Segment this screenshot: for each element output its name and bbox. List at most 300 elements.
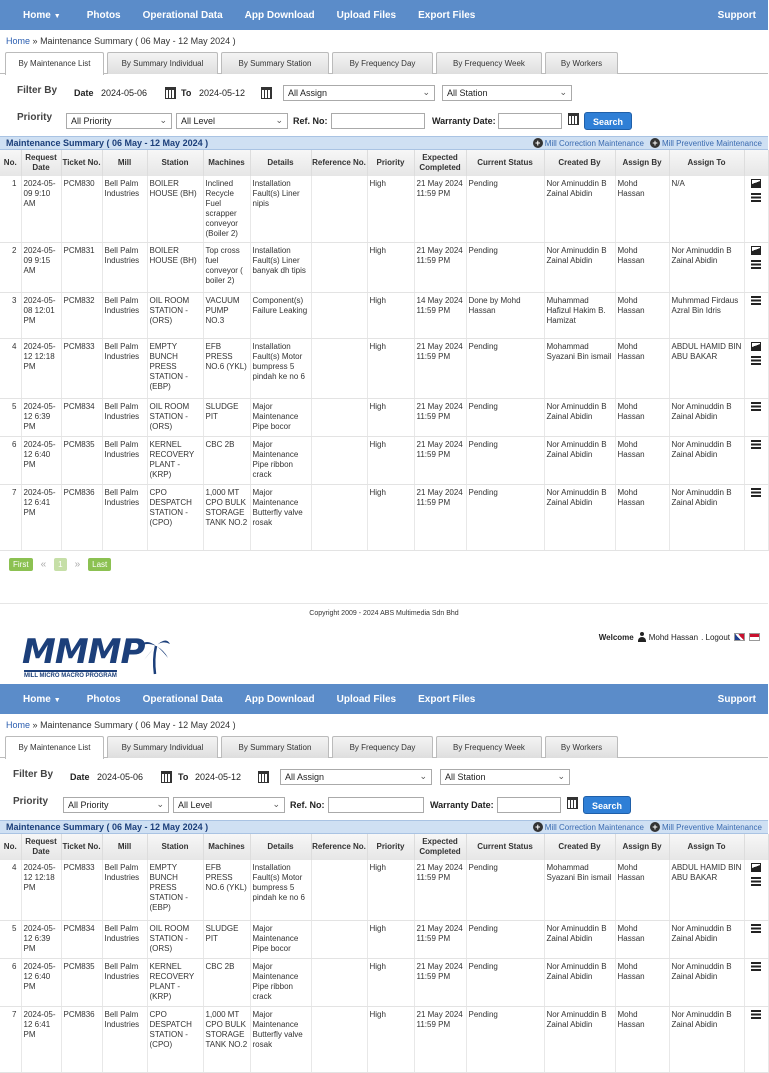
cell-reference-number bbox=[311, 485, 367, 551]
cell-reference-number bbox=[311, 958, 367, 1006]
calendar-to-icon[interactable] bbox=[258, 773, 269, 783]
cell-assign-to: Nor Aminuddin B Zainal Abidin bbox=[669, 437, 744, 485]
cell-assign-to: Nor Aminuddin B Zainal Abidin bbox=[669, 485, 744, 551]
tab-workers[interactable]: By Workers bbox=[545, 52, 618, 74]
maintenance-table bbox=[0, 834, 769, 1073]
cell-created-by: Nor Aminuddin B Zainal Abidin bbox=[544, 1006, 615, 1072]
column-header-priority[interactable]: Priority bbox=[367, 834, 414, 860]
cell-reference-number bbox=[311, 176, 367, 243]
cell-current-status: Pending bbox=[466, 860, 544, 920]
cell-station: CPO DESPATCH STATION - (CPO) bbox=[147, 485, 203, 551]
column-header-assign-by[interactable]: Assign By bbox=[615, 834, 669, 860]
cell-expected-completed: 21 May 2024 11:59 PM bbox=[414, 1006, 466, 1072]
nav-support[interactable]: Support bbox=[717, 693, 756, 705]
cell-ticket-number: PCM834 bbox=[61, 920, 102, 958]
nav-app-download[interactable]: App Download bbox=[244, 9, 315, 21]
tab-summary-station[interactable]: By Summary Station bbox=[221, 736, 329, 758]
caret-down-icon: ▼ bbox=[53, 12, 61, 20]
table-row[interactable] bbox=[0, 485, 768, 551]
cell-reference-number bbox=[311, 860, 367, 920]
date-label: Date bbox=[70, 772, 90, 782]
cell-actions bbox=[744, 485, 768, 551]
cell-expected-completed: 21 May 2024 11:59 PM bbox=[414, 399, 466, 437]
date-to-input[interactable]: 2024-05-12 bbox=[190, 769, 252, 785]
welcome-label: Welcome bbox=[598, 632, 634, 642]
chevron-down-icon: ⌄ bbox=[422, 87, 430, 97]
pager-first-button[interactable]: First bbox=[9, 558, 33, 571]
cell-priority: High bbox=[367, 243, 414, 293]
cell-reference-number bbox=[311, 339, 367, 399]
cell-reference-number bbox=[311, 437, 367, 485]
column-header-mill[interactable]: Mill bbox=[102, 150, 147, 176]
cell-created-by: Nor Aminuddin B Zainal Abidin bbox=[544, 437, 615, 485]
cell-expected-completed: 21 May 2024 11:59 PM bbox=[414, 176, 466, 243]
cell-details: Major Maintenance Butterfly valve rosak bbox=[250, 1006, 311, 1072]
priority-select[interactable] bbox=[63, 797, 169, 813]
column-header-request-date[interactable]: Request Date bbox=[21, 834, 61, 860]
cell-details: Installation Fault(s) Liner banyak dh tipis bbox=[250, 243, 311, 293]
cell-created-by: Mohammad Syazani Bin ismail bbox=[544, 860, 615, 920]
details-list-icon[interactable] bbox=[751, 962, 761, 971]
calendar-warranty-icon[interactable] bbox=[568, 115, 579, 125]
table-row[interactable] bbox=[0, 437, 768, 485]
cell-current-status: Pending bbox=[466, 485, 544, 551]
cell-assign-by: Mohd Hassan bbox=[615, 176, 669, 243]
column-header-reference-number[interactable]: Reference No. bbox=[311, 150, 367, 176]
calendar-from-icon[interactable] bbox=[165, 89, 176, 99]
cell-details: Component(s) Failure Leaking bbox=[250, 293, 311, 339]
cell-expected-completed: 14 May 2024 11:59 PM bbox=[414, 293, 466, 339]
priority-select-value: All Priority bbox=[71, 116, 112, 126]
tab-workers[interactable]: By Workers bbox=[545, 736, 618, 758]
table-header bbox=[0, 150, 768, 176]
chevron-down-icon: ⌄ bbox=[156, 799, 164, 809]
cell-machines: Top cross fuel conveyor ( boiler 2) bbox=[203, 243, 250, 293]
column-header-assign-by[interactable]: Assign By bbox=[615, 150, 669, 176]
cell-ticket-number: PCM834 bbox=[61, 399, 102, 437]
warranty-date-input[interactable] bbox=[498, 113, 562, 129]
photo-icon[interactable] bbox=[751, 179, 761, 188]
nav-upload-files[interactable]: Upload Files bbox=[336, 9, 397, 21]
cell-ticket-number: PCM833 bbox=[61, 339, 102, 399]
palm-tree-icon bbox=[140, 634, 170, 674]
logout-link[interactable]: . Logout bbox=[701, 632, 730, 642]
column-header-actions bbox=[744, 834, 768, 860]
breadcrumb-home[interactable]: Home bbox=[6, 36, 31, 46]
plus-circle-icon: + bbox=[533, 138, 543, 148]
uk-flag-icon[interactable] bbox=[734, 633, 745, 641]
assign-select-value: All Assign bbox=[285, 772, 325, 782]
tab-frequency-week[interactable]: By Frequency Week bbox=[436, 736, 542, 758]
cell-ticket-number: PCM833 bbox=[61, 860, 102, 920]
maintenance-table bbox=[0, 150, 769, 551]
priority-select[interactable] bbox=[66, 113, 172, 129]
legend bbox=[527, 822, 762, 832]
logo-text: MMMP bbox=[22, 632, 145, 672]
table-row[interactable] bbox=[0, 958, 768, 1006]
cell-reference-number bbox=[311, 399, 367, 437]
cell-created-by: Nor Aminuddin B Zainal Abidin bbox=[544, 958, 615, 1006]
column-header-created-by[interactable]: Created By bbox=[544, 834, 615, 860]
table-row[interactable] bbox=[0, 1006, 768, 1072]
cell-expected-completed: 21 May 2024 11:59 PM bbox=[414, 243, 466, 293]
table-row[interactable] bbox=[0, 243, 768, 293]
nav-home-label: Home bbox=[23, 693, 51, 705]
nav-export-files[interactable]: Export Files bbox=[418, 9, 476, 21]
cell-row-number: 4 bbox=[0, 860, 21, 920]
cell-priority: High bbox=[367, 293, 414, 339]
cell-request-date: 2024-05-12 6:40 PM bbox=[21, 437, 61, 485]
summary-bar bbox=[0, 136, 768, 150]
column-header-ticket-number[interactable]: Ticket No. bbox=[61, 834, 102, 860]
cell-request-date: 2024-05-12 6:40 PM bbox=[21, 958, 61, 1006]
nav-photos[interactable]: Photos bbox=[86, 693, 121, 705]
legend-correction[interactable]: Mill Correction Maintenance bbox=[544, 822, 644, 832]
cell-current-status: Pending bbox=[466, 243, 544, 293]
pager-next-icon[interactable]: » bbox=[74, 558, 81, 570]
cell-details: Installation Fault(s) Motor bumpress 5 pindah ke no 6 bbox=[250, 339, 311, 399]
cell-reference-number bbox=[311, 243, 367, 293]
welcome-area bbox=[599, 632, 760, 642]
cell-mill: Bell Palm Industries bbox=[102, 399, 147, 437]
filter-panel bbox=[0, 74, 768, 136]
level-select[interactable] bbox=[176, 113, 288, 129]
breadcrumb-current: Maintenance Summary ( 06 May - 12 May 2024 ) bbox=[40, 720, 236, 730]
cell-expected-completed: 21 May 2024 11:59 PM bbox=[414, 860, 466, 920]
nav-operational-data[interactable]: Operational Data bbox=[142, 9, 223, 21]
table-header bbox=[0, 834, 768, 860]
priority-label: Priority bbox=[17, 112, 53, 123]
cell-ticket-number: PCM836 bbox=[61, 485, 102, 551]
tab-maintenance-list[interactable]: By Maintenance List bbox=[5, 52, 104, 75]
column-header-created-by[interactable]: Created By bbox=[544, 150, 615, 176]
column-header-station[interactable]: Station bbox=[147, 150, 203, 176]
cell-machines: VACUUM PUMP NO.3 bbox=[203, 293, 250, 339]
photo-icon[interactable] bbox=[751, 342, 761, 351]
cell-priority: High bbox=[367, 958, 414, 1006]
breadcrumb-home[interactable]: Home bbox=[6, 720, 31, 730]
breadcrumb bbox=[0, 30, 768, 50]
column-header-ticket-number[interactable]: Ticket No. bbox=[61, 150, 102, 176]
cell-details: Major Maintenance Pipe ribbon crack bbox=[250, 437, 311, 485]
chevron-down-icon: ⌄ bbox=[557, 771, 565, 781]
ref-no-label: Ref. No: bbox=[290, 800, 325, 810]
details-list-icon[interactable] bbox=[751, 193, 761, 202]
column-header-priority[interactable]: Priority bbox=[367, 150, 414, 176]
level-select-value: All Level bbox=[178, 800, 213, 810]
cell-expected-completed: 21 May 2024 11:59 PM bbox=[414, 437, 466, 485]
cell-expected-completed: 21 May 2024 11:59 PM bbox=[414, 339, 466, 399]
column-header-station[interactable]: Station bbox=[147, 834, 203, 860]
cell-reference-number bbox=[311, 920, 367, 958]
cell-current-status: Pending bbox=[466, 176, 544, 243]
cell-current-status: Pending bbox=[466, 339, 544, 399]
nav-home[interactable] bbox=[23, 694, 61, 705]
column-header-row-number[interactable]: No. bbox=[0, 834, 21, 860]
chevron-down-icon: ⌄ bbox=[419, 771, 427, 781]
cell-station: BOILER HOUSE (BH) bbox=[147, 176, 203, 243]
details-list-icon[interactable] bbox=[751, 356, 761, 365]
date-from-input[interactable]: 2024-05-06 bbox=[92, 769, 156, 785]
details-list-icon[interactable] bbox=[751, 296, 761, 305]
level-select[interactable] bbox=[173, 797, 285, 813]
column-header-assign-to[interactable]: Assign To bbox=[669, 150, 744, 176]
table-row[interactable] bbox=[0, 293, 768, 339]
date-from-input[interactable]: 2024-05-06 bbox=[96, 85, 160, 101]
cell-priority: High bbox=[367, 485, 414, 551]
tab-bar bbox=[0, 52, 768, 74]
cell-created-by: Nor Aminuddin B Zainal Abidin bbox=[544, 243, 615, 293]
warranty-date-label: Warranty Date: bbox=[432, 116, 496, 126]
cell-actions bbox=[744, 243, 768, 293]
mmmp-logo[interactable] bbox=[22, 632, 182, 680]
cell-created-by: Nor Aminuddin B Zainal Abidin bbox=[544, 920, 615, 958]
cell-current-status: Pending bbox=[466, 958, 544, 1006]
cell-assign-to: N/A bbox=[669, 176, 744, 243]
tab-frequency-week[interactable]: By Frequency Week bbox=[436, 52, 542, 74]
cell-reference-number bbox=[311, 1006, 367, 1072]
table-row[interactable] bbox=[0, 860, 768, 920]
cell-row-number: 5 bbox=[0, 399, 21, 437]
summary-bar bbox=[0, 820, 768, 834]
pager-last-button[interactable]: Last bbox=[88, 558, 111, 571]
assign-select[interactable] bbox=[283, 85, 435, 101]
pager-page-1[interactable]: 1 bbox=[54, 558, 66, 571]
tab-summary-individual[interactable]: By Summary Individual bbox=[107, 52, 218, 74]
cell-mill: Bell Palm Industries bbox=[102, 437, 147, 485]
ref-no-input[interactable] bbox=[331, 113, 425, 129]
cell-station: OIL ROOM STATION - (ORS) bbox=[147, 920, 203, 958]
details-list-icon[interactable] bbox=[751, 260, 761, 269]
ref-no-label: Ref. No: bbox=[293, 116, 328, 126]
cell-actions bbox=[744, 1006, 768, 1072]
details-list-icon[interactable] bbox=[751, 877, 761, 886]
cell-machines: Inclined Recycle Fuel scrapper conveyor (Boiler 2) bbox=[203, 176, 250, 243]
nav-upload-files[interactable]: Upload Files bbox=[336, 693, 397, 705]
cell-station: OIL ROOM STATION - (ORS) bbox=[147, 293, 203, 339]
cell-details: Installation Fault(s) Motor bumpress 5 pindah ke no 6 bbox=[250, 860, 311, 920]
footer-copyright: Copyright 2009 - 2024 ABS Multimedia Sdn Bhd bbox=[309, 610, 459, 617]
column-header-reference-number[interactable]: Reference No. bbox=[311, 834, 367, 860]
cell-station: BOILER HOUSE (BH) bbox=[147, 243, 203, 293]
nav-photos[interactable]: Photos bbox=[86, 9, 121, 21]
cell-ticket-number: PCM831 bbox=[61, 243, 102, 293]
pager-prev-icon[interactable]: « bbox=[40, 558, 47, 570]
cell-priority: High bbox=[367, 176, 414, 243]
cell-details: Installation Fault(s) Liner nipis bbox=[250, 176, 311, 243]
level-select-value: All Level bbox=[181, 116, 216, 126]
cell-current-status: Pending bbox=[466, 920, 544, 958]
column-header-details[interactable]: Details bbox=[250, 150, 311, 176]
column-header-machines[interactable]: Machines bbox=[203, 834, 250, 860]
cell-assign-to: Nor Aminuddin B Zainal Abidin bbox=[669, 920, 744, 958]
column-header-expected-completed[interactable]: Expected Completed bbox=[414, 150, 466, 176]
cell-current-status: Pending bbox=[466, 437, 544, 485]
cell-assign-by: Mohd Hassan bbox=[615, 1006, 669, 1072]
column-header-assign-to[interactable]: Assign To bbox=[669, 834, 744, 860]
chevron-down-icon: ⌄ bbox=[272, 799, 280, 809]
cell-mill: Bell Palm Industries bbox=[102, 176, 147, 243]
cell-assign-to: Nor Aminuddin B Zainal Abidin bbox=[669, 243, 744, 293]
nav-app-download[interactable]: App Download bbox=[244, 693, 315, 705]
cell-machines: CBC 2B bbox=[203, 437, 250, 485]
cell-created-by: Nor Aminuddin B Zainal Abidin bbox=[544, 176, 615, 243]
cell-row-number: 7 bbox=[0, 485, 21, 551]
summary-title: Maintenance Summary ( 06 May - 12 May 2024 ) bbox=[6, 138, 209, 148]
cell-expected-completed: 21 May 2024 11:59 PM bbox=[414, 920, 466, 958]
tab-summary-station[interactable]: By Summary Station bbox=[221, 52, 329, 74]
top-navigation bbox=[0, 684, 768, 714]
cell-assign-by: Mohd Hassan bbox=[615, 920, 669, 958]
cell-assign-by: Mohd Hassan bbox=[615, 860, 669, 920]
nav-export-files[interactable]: Export Files bbox=[418, 693, 476, 705]
photo-icon[interactable] bbox=[751, 246, 761, 255]
nav-home[interactable] bbox=[23, 10, 61, 21]
cell-mill: Bell Palm Industries bbox=[102, 958, 147, 1006]
date-to-input[interactable]: 2024-05-12 bbox=[194, 85, 256, 101]
cell-mill: Bell Palm Industries bbox=[102, 860, 147, 920]
tab-summary-individual[interactable]: By Summary Individual bbox=[107, 736, 218, 758]
column-header-expected-completed[interactable]: Expected Completed bbox=[414, 834, 466, 860]
cell-assign-to: Nor Aminuddin B Zainal Abidin bbox=[669, 399, 744, 437]
cell-assign-to: ABDUL HAMID BIN ABU BAKAR bbox=[669, 339, 744, 399]
cell-reference-number bbox=[311, 293, 367, 339]
cell-created-by: Nor Aminuddin B Zainal Abidin bbox=[544, 485, 615, 551]
cell-station: KERNEL RECOVERY PLANT - (KRP) bbox=[147, 437, 203, 485]
cell-assign-by: Mohd Hassan bbox=[615, 485, 669, 551]
cell-mill: Bell Palm Industries bbox=[102, 243, 147, 293]
legend-correction[interactable]: Mill Correction Maintenance bbox=[544, 138, 644, 148]
cell-machines: SLUDGE PIT bbox=[203, 920, 250, 958]
plus-circle-icon: + bbox=[650, 138, 660, 148]
cell-request-date: 2024-05-12 6:39 PM bbox=[21, 920, 61, 958]
filter-panel bbox=[0, 758, 768, 820]
legend-preventive[interactable]: Mill Preventive Maintenance bbox=[661, 138, 762, 148]
cell-priority: High bbox=[367, 437, 414, 485]
cell-row-number: 7 bbox=[0, 1006, 21, 1072]
table-row[interactable] bbox=[0, 339, 768, 399]
legend-preventive[interactable]: Mill Preventive Maintenance bbox=[661, 822, 762, 832]
tab-maintenance-list[interactable]: By Maintenance List bbox=[5, 736, 104, 759]
column-header-request-date[interactable]: Request Date bbox=[21, 150, 61, 176]
cell-assign-to: Nor Aminuddin B Zainal Abidin bbox=[669, 1006, 744, 1072]
cell-current-status: Pending bbox=[466, 399, 544, 437]
cell-assign-by: Mohd Hassan bbox=[615, 243, 669, 293]
top-navigation bbox=[0, 0, 768, 30]
column-header-mill[interactable]: Mill bbox=[102, 834, 147, 860]
cell-mill: Bell Palm Industries bbox=[102, 293, 147, 339]
cell-row-number: 3 bbox=[0, 293, 21, 339]
details-list-icon[interactable] bbox=[751, 440, 761, 449]
cell-row-number: 5 bbox=[0, 920, 21, 958]
tab-frequency-day[interactable]: By Frequency Day bbox=[332, 736, 433, 758]
cell-priority: High bbox=[367, 399, 414, 437]
table-row[interactable] bbox=[0, 920, 768, 958]
search-button[interactable]: Search bbox=[583, 796, 631, 814]
photo-icon[interactable] bbox=[751, 863, 761, 872]
cell-assign-by: Mohd Hassan bbox=[615, 399, 669, 437]
priority-select-value: All Priority bbox=[68, 800, 109, 810]
cell-request-date: 2024-05-09 9:10 AM bbox=[21, 176, 61, 243]
tab-frequency-day[interactable]: By Frequency Day bbox=[332, 52, 433, 74]
username: Mohd Hassan bbox=[648, 632, 699, 642]
legend bbox=[527, 138, 762, 148]
nav-support[interactable]: Support bbox=[717, 9, 756, 21]
station-select[interactable] bbox=[440, 769, 570, 785]
plus-circle-icon: + bbox=[650, 822, 660, 832]
column-header-machines[interactable]: Machines bbox=[203, 150, 250, 176]
breadcrumb-separator: » bbox=[32, 36, 38, 46]
cell-actions bbox=[744, 920, 768, 958]
chevron-down-icon: ⌄ bbox=[159, 115, 167, 125]
plus-circle-icon: + bbox=[533, 822, 543, 832]
column-header-row-number[interactable]: No. bbox=[0, 150, 21, 176]
filter-by-label: Filter By bbox=[13, 769, 54, 780]
cell-machines: EFB PRESS NO.6 (YKL) bbox=[203, 860, 250, 920]
breadcrumb bbox=[0, 714, 768, 734]
search-button[interactable]: Search bbox=[584, 112, 632, 130]
cell-row-number: 6 bbox=[0, 958, 21, 1006]
station-select[interactable] bbox=[442, 85, 572, 101]
cell-priority: High bbox=[367, 1006, 414, 1072]
cell-assign-by: Mohd Hassan bbox=[615, 339, 669, 399]
cell-row-number: 2 bbox=[0, 243, 21, 293]
calendar-from-icon[interactable] bbox=[161, 773, 172, 783]
cell-assign-to: ABDUL HAMID BIN ABU BAKAR bbox=[669, 860, 744, 920]
ref-no-input[interactable] bbox=[328, 797, 424, 813]
column-header-current-status[interactable]: Current Status bbox=[466, 834, 544, 860]
assign-select[interactable] bbox=[280, 769, 432, 785]
footer-divider bbox=[0, 603, 768, 604]
cell-actions bbox=[744, 399, 768, 437]
table-row[interactable] bbox=[0, 399, 768, 437]
malaysia-flag-icon[interactable] bbox=[749, 633, 760, 641]
cell-ticket-number: PCM835 bbox=[61, 437, 102, 485]
calendar-warranty-icon[interactable] bbox=[567, 799, 578, 809]
cell-actions bbox=[744, 437, 768, 485]
table-body bbox=[0, 176, 768, 551]
site-header bbox=[0, 628, 768, 684]
cell-priority: High bbox=[367, 920, 414, 958]
cell-request-date: 2024-05-12 12:18 PM bbox=[21, 860, 61, 920]
details-list-icon[interactable] bbox=[751, 402, 761, 411]
calendar-to-icon[interactable] bbox=[261, 89, 272, 99]
station-select-value: All Station bbox=[447, 88, 488, 98]
cell-station: KERNEL RECOVERY PLANT - (KRP) bbox=[147, 958, 203, 1006]
cell-request-date: 2024-05-09 9:15 AM bbox=[21, 243, 61, 293]
table-row[interactable] bbox=[0, 176, 768, 243]
assign-select-value: All Assign bbox=[288, 88, 328, 98]
cell-current-status: Pending bbox=[466, 1006, 544, 1072]
warranty-date-input[interactable] bbox=[497, 797, 561, 813]
details-list-icon[interactable] bbox=[751, 924, 761, 933]
cell-station: EMPTY BUNCH PRESS STATION - (EBP) bbox=[147, 339, 203, 399]
details-list-icon[interactable] bbox=[751, 1010, 761, 1019]
cell-mill: Bell Palm Industries bbox=[102, 1006, 147, 1072]
chevron-down-icon: ⌄ bbox=[559, 87, 567, 97]
column-header-details[interactable]: Details bbox=[250, 834, 311, 860]
cell-station: EMPTY BUNCH PRESS STATION - (EBP) bbox=[147, 860, 203, 920]
to-label: To bbox=[181, 88, 192, 98]
column-header-current-status[interactable]: Current Status bbox=[466, 150, 544, 176]
cell-current-status: Done by Mohd Hassan bbox=[466, 293, 544, 339]
nav-home-label: Home bbox=[23, 9, 51, 21]
nav-operational-data[interactable]: Operational Data bbox=[142, 693, 223, 705]
cell-ticket-number: PCM836 bbox=[61, 1006, 102, 1072]
cell-request-date: 2024-05-12 6:41 PM bbox=[21, 1006, 61, 1072]
cell-created-by: Nor Aminuddin B Zainal Abidin bbox=[544, 399, 615, 437]
details-list-icon[interactable] bbox=[751, 488, 761, 497]
